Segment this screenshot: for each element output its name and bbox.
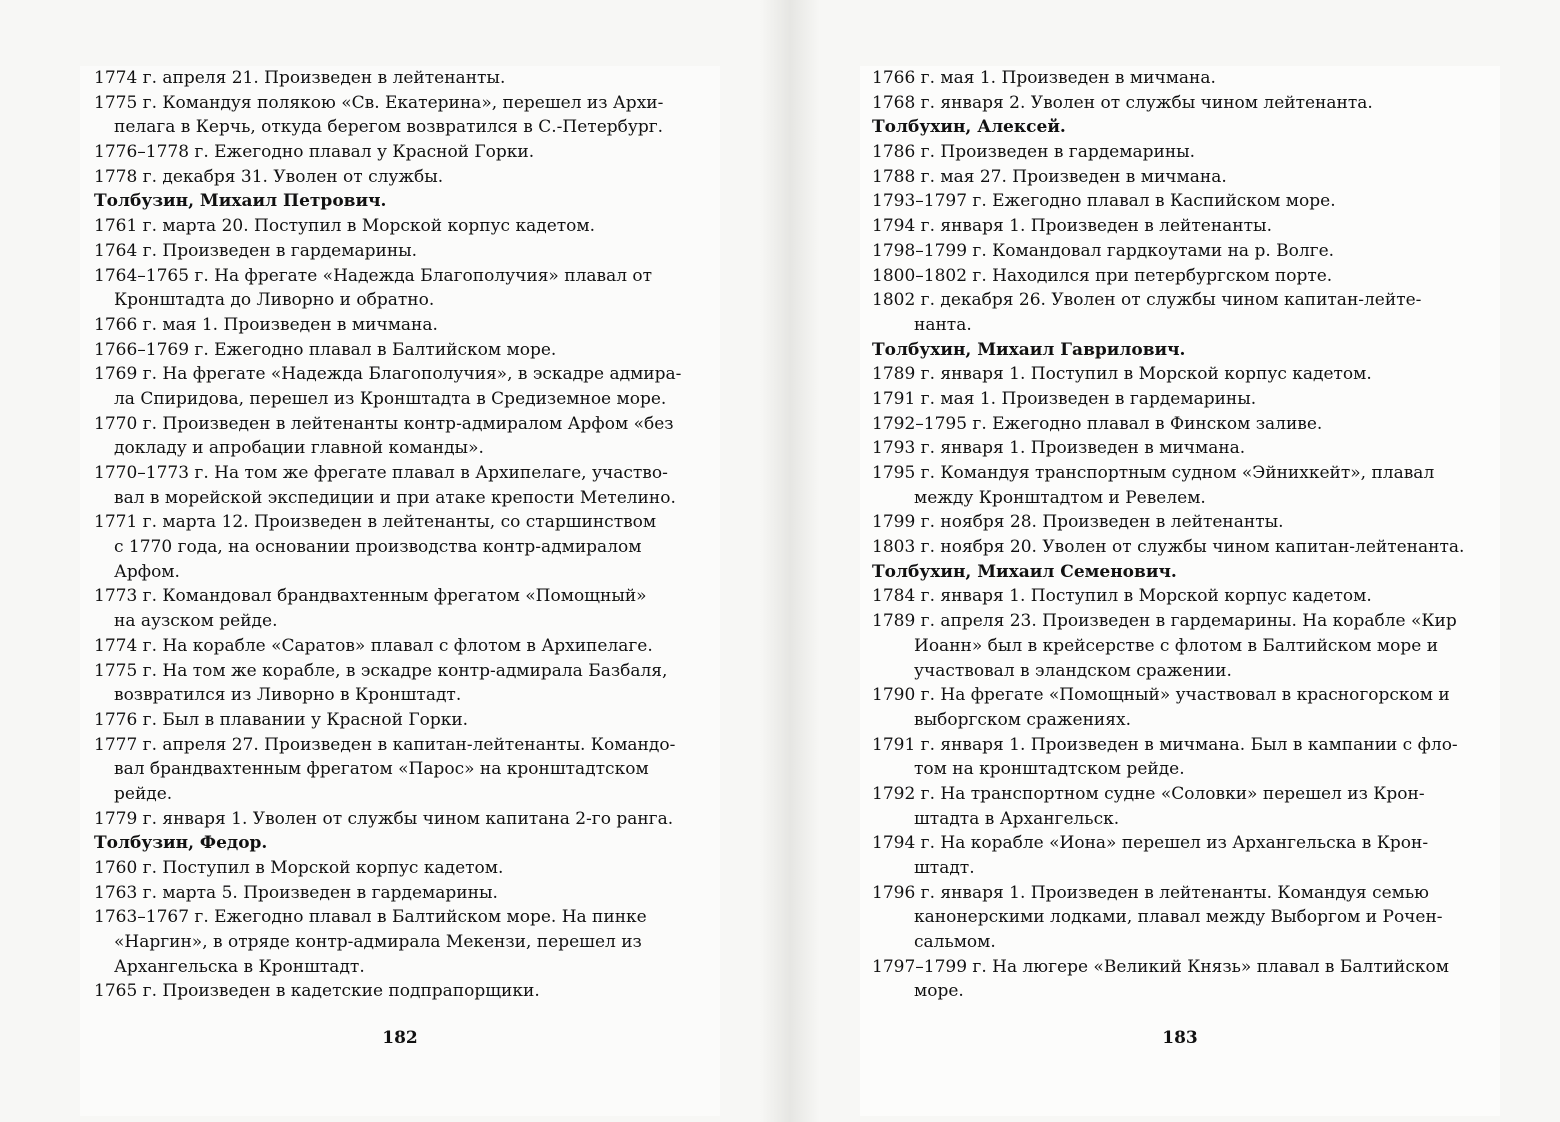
text-line: 1761 г. марта 20. Поступил в Морской корпус кадетом. [94, 216, 596, 237]
text-line: 1788 г. мая 27. Произведен в мичмана. [872, 166, 1227, 187]
text-line: 1774 г. апреля 21. Произведен в лейтенанты. [94, 68, 506, 88]
text-line: Кронштадта до Ливорно и обратно. [114, 290, 435, 311]
text-line: 1769 г. На фрегате «Надежда Благополучия», в эскадре адмира- [94, 364, 682, 385]
text-line: 1791 г. мая 1. Произведен в гардемарины. [872, 388, 1257, 409]
text-line: рейде. [114, 783, 173, 804]
text-line: штадта в Архангельск. [914, 808, 1120, 829]
text-line: 1777 г. апреля 27. Произведен в капитан-лейтенанты. Командо- [94, 734, 676, 755]
text-line: 1776–1778 г. Ежегодно плавал у Красной Горки. [94, 142, 535, 163]
text-line: «Наргин», в отряде контр-адмирала Мекензи, перешел из [114, 932, 642, 953]
left-page-text [80, 66, 720, 1004]
text-line: 1775 г. На том же корабле, в эскадре контр-адмирала Базбаля, [94, 660, 668, 681]
text-line: докладу и апробации главной команды». [114, 438, 484, 459]
text-line: Архангельска в Кронштадт. [114, 956, 365, 977]
right-page-number: 183 [1162, 1028, 1198, 1048]
text-line: вал в морейской экспедиции и при атаке крепости Метелино. [114, 487, 676, 508]
entry-heading: Толбухин, Алексей. [872, 117, 1066, 138]
text-line: вал брандвахтенным фрегатом «Парос» на кронштадтском [114, 759, 649, 780]
left-page-number: 182 [382, 1028, 418, 1048]
text-line: 1797–1799 г. На люгере «Великий Князь» плавал в Балтийском [872, 956, 1449, 977]
text-line: 1760 г. Поступил в Морской корпус кадетом. [94, 858, 504, 878]
text-line: нанта. [914, 314, 972, 335]
text-line: том на кронштадтском рейде. [914, 759, 1185, 780]
text-line: 1793–1797 г. Ежегодно плавал в Каспийском море. [872, 191, 1336, 212]
entry-heading: Толбухин, Михаил Гаврилович. [872, 339, 1186, 360]
text-line: 1793 г. января 1. Произведен в мичмана. [872, 438, 1246, 459]
text-line: 1770–1773 г. На том же фрегате плавал в Архипелаге, участво- [94, 463, 668, 483]
text-line: участвовал в эландском сражении. [914, 660, 1232, 681]
right-page [860, 66, 1500, 1116]
text-line: сальмом. [914, 932, 996, 953]
text-line: канонерскими лодками, плавал между Выборгом и Рочен- [914, 907, 1443, 928]
text-line: 1776 г. Был в плавании у Красной Горки. [94, 709, 469, 730]
text-line: 1803 г. ноября 20. Уволен от службы чином капитан-лейтенанта. [872, 537, 1465, 558]
text-line: 1771 г. марта 12. Произведен в лейтенанты, со старшинством [94, 512, 657, 533]
text-line: штадт. [914, 858, 975, 878]
text-line: 1764–1765 г. На фрегате «Надежда Благополучия» плавал от [94, 265, 653, 286]
text-line: 1763–1767 г. Ежегодно плавал в Балтийском море. На пинке [94, 907, 647, 928]
text-line: 1792 г. На транспортном судне «Соловки» перешел из Крон- [872, 783, 1425, 804]
text-line: 1802 г. декабря 26. Уволен от службы чином капитан-лейте- [872, 290, 1422, 311]
text-line: 1764 г. Произведен в гардемарины. [94, 240, 418, 261]
text-line: возвратился из Ливорно в Кронштадт. [114, 685, 462, 706]
text-line: Арфом. [114, 561, 180, 582]
text-line: 1779 г. января 1. Уволен от службы чином капитана 2-го ранга. [94, 808, 674, 829]
text-line: 1766–1769 г. Ежегодно плавал в Балтийском море. [94, 339, 557, 360]
text-line: 1789 г. января 1. Поступил в Морской корпус кадетом. [872, 364, 1372, 385]
text-line: пелага в Керчь, откуда берегом возвратился в С.-Петербург. [114, 117, 664, 138]
text-line: Иоанн» был в крейсерстве с флотом в Балтийском море и [914, 635, 1439, 656]
text-line: 1763 г. марта 5. Произведен в гардемарины. [94, 882, 498, 903]
entry-heading: Толбузин, Михаил Петрович. [94, 191, 387, 212]
text-line: 1800–1802 г. Находился при петербургском порте. [872, 265, 1333, 286]
text-line: 1795 г. Командуя транспортным судном «Эйнихкейт», плавал [872, 463, 1435, 483]
text-line: 1784 г. января 1. Поступил в Морской корпус кадетом. [872, 586, 1372, 607]
text-line: 1766 г. мая 1. Произведен в мичмана. [94, 314, 438, 335]
text-line: 1791 г. января 1. Произведен в мичмана. Был в кампании с фло- [872, 734, 1458, 755]
text-line: 1774 г. На корабле «Саратов» плавал с флотом в Архипелаге. [94, 635, 653, 656]
text-line: 1794 г. января 1. Произведен в лейтенанты. [872, 216, 1272, 237]
right-page-text [860, 66, 1500, 1004]
text-line: 1775 г. Командуя полякою «Св. Екатерина», перешел из Архи- [94, 92, 664, 113]
book-gutter [760, 0, 820, 1122]
entry-heading: Толбухин, Михаил Семенович. [872, 561, 1177, 582]
text-line: 1773 г. Командовал брандвахтенным фрегатом «Помощный» [94, 586, 647, 607]
text-line: 1794 г. На корабле «Иона» перешел из Архангельска в Крон- [872, 833, 1429, 854]
text-line: выборгском сражениях. [914, 709, 1131, 730]
text-line: 1790 г. На фрегате «Помощный» участвовал в красногорском и [872, 685, 1450, 706]
text-line: 1768 г. января 2. Уволен от службы чином лейтенанта. [872, 92, 1373, 113]
text-line: 1766 г. мая 1. Произведен в мичмана. [872, 68, 1216, 88]
text-line: 1799 г. ноября 28. Произведен в лейтенанты. [872, 512, 1284, 533]
text-line: 1770 г. Произведен в лейтенанты контр-адмиралом Арфом «без [94, 413, 674, 434]
text-line: 1789 г. апреля 23. Произведен в гардемарины. На корабле «Кир [872, 611, 1457, 632]
entry-heading: Толбузин, Федор. [94, 833, 268, 854]
text-line: 1792–1795 г. Ежегодно плавал в Финском заливе. [872, 413, 1323, 434]
text-line: ла Спиридова, перешел из Кронштадта в Средиземное море. [114, 388, 667, 409]
text-line: море. [914, 981, 964, 1002]
text-line: между Кронштадтом и Ревелем. [914, 487, 1206, 508]
text-line: 1796 г. января 1. Произведен в лейтенанты. Командуя семью [872, 882, 1429, 903]
left-page [80, 66, 720, 1116]
text-line: 1798–1799 г. Командовал гардкоутами на р. Волге. [872, 240, 1335, 261]
text-line: 1778 г. декабря 31. Уволен от службы. [94, 166, 444, 187]
text-line: 1786 г. Произведен в гардемарины. [872, 142, 1196, 163]
text-line: 1765 г. Произведен в кадетские подпрапорщики. [94, 981, 540, 1002]
text-line: с 1770 года, на основании производства контр-адмиралом [114, 537, 642, 558]
text-line: на аузском рейде. [114, 611, 278, 632]
